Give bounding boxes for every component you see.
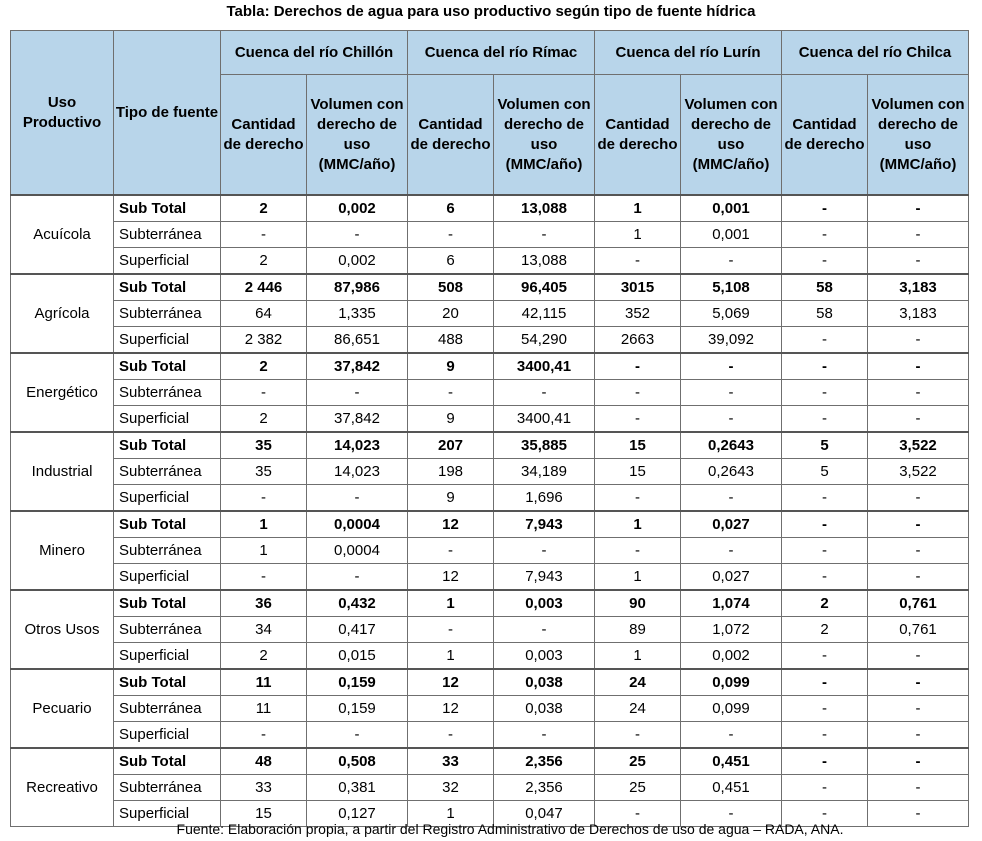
header-cuenca-chilca: Cuenca del río Chilca <box>782 31 969 75</box>
volumen-cell: - <box>868 248 969 275</box>
volumen-cell: 2,356 <box>494 775 595 801</box>
cantidad-cell: - <box>782 353 868 380</box>
volumen-cell: - <box>868 669 969 696</box>
cantidad-cell: - <box>408 538 494 564</box>
cantidad-cell: 1 <box>595 195 681 222</box>
volumen-cell: 0,027 <box>681 564 782 591</box>
cantidad-cell: - <box>782 722 868 749</box>
volumen-cell: - <box>868 485 969 512</box>
volumen-cell: 0,015 <box>307 643 408 670</box>
volumen-cell: - <box>868 643 969 670</box>
table-row <box>11 722 969 749</box>
header-volumen-lurin: Volumen con derecho de uso (MMC/año) <box>681 75 782 196</box>
cantidad-cell: - <box>782 222 868 248</box>
cantidad-cell: 6 <box>408 248 494 275</box>
cantidad-cell: 24 <box>595 696 681 722</box>
cantidad-cell: 6 <box>408 195 494 222</box>
volumen-cell: 0,003 <box>494 590 595 617</box>
uso-productivo-cell: Minero <box>11 511 114 590</box>
cantidad-cell: 58 <box>782 274 868 301</box>
cantidad-cell: 15 <box>595 432 681 459</box>
cantidad-cell: - <box>595 801 681 827</box>
table-row <box>11 432 969 459</box>
volumen-cell: 0,761 <box>868 617 969 643</box>
tipo-fuente-cell: Subterránea <box>114 222 221 248</box>
tipo-fuente-cell: Sub Total <box>114 590 221 617</box>
volumen-cell: 34,189 <box>494 459 595 485</box>
volumen-cell: - <box>868 538 969 564</box>
cantidad-cell: - <box>782 380 868 406</box>
header-cantidad-chilca: Cantidad de derecho <box>782 75 868 196</box>
cantidad-cell: - <box>221 485 307 512</box>
cantidad-cell: - <box>221 380 307 406</box>
tipo-fuente-cell: Subterránea <box>114 380 221 406</box>
table-row <box>11 353 969 380</box>
volumen-cell: 0,451 <box>681 748 782 775</box>
table-row <box>11 274 969 301</box>
cantidad-cell: 2 <box>221 353 307 380</box>
volumen-cell: 13,088 <box>494 248 595 275</box>
volumen-cell: 14,023 <box>307 459 408 485</box>
cantidad-cell: 48 <box>221 748 307 775</box>
table-row <box>11 617 969 643</box>
volumen-cell: - <box>681 406 782 433</box>
volumen-cell: 1,335 <box>307 301 408 327</box>
cantidad-cell: 2 <box>221 406 307 433</box>
cantidad-cell: 9 <box>408 485 494 512</box>
cantidad-cell: 12 <box>408 511 494 538</box>
cantidad-cell: 1 <box>595 511 681 538</box>
volumen-cell: 0,002 <box>307 248 408 275</box>
volumen-cell: - <box>681 353 782 380</box>
volumen-cell: - <box>868 801 969 827</box>
volumen-cell: 86,651 <box>307 327 408 354</box>
volumen-cell: - <box>681 380 782 406</box>
cantidad-cell: 5 <box>782 432 868 459</box>
volumen-cell: 1,072 <box>681 617 782 643</box>
tipo-fuente-cell: Subterránea <box>114 696 221 722</box>
cantidad-cell: 89 <box>595 617 681 643</box>
table-row <box>11 775 969 801</box>
header-cantidad-lurin: Cantidad de derecho <box>595 75 681 196</box>
volumen-cell: - <box>868 380 969 406</box>
volumen-cell: 0,381 <box>307 775 408 801</box>
volumen-cell: 0,099 <box>681 669 782 696</box>
table-row <box>11 748 969 775</box>
volumen-cell: - <box>307 485 408 512</box>
cantidad-cell: 2 <box>221 643 307 670</box>
table-title: Tabla: Derechos de agua para uso productivo según tipo de fuente hídrica <box>226 3 756 20</box>
cantidad-cell: 2663 <box>595 327 681 354</box>
volumen-cell: - <box>681 485 782 512</box>
header-volumen-rimac: Volumen con derecho de uso (MMC/año) <box>494 75 595 196</box>
volumen-cell: 54,290 <box>494 327 595 354</box>
cantidad-cell: - <box>221 564 307 591</box>
cantidad-cell: 58 <box>782 301 868 327</box>
volumen-cell: 7,943 <box>494 564 595 591</box>
volumen-cell: - <box>681 722 782 749</box>
volumen-cell: 37,842 <box>307 353 408 380</box>
volumen-cell: 13,088 <box>494 195 595 222</box>
header-cantidad-chillon: Cantidad de derecho <box>221 75 307 196</box>
cantidad-cell: - <box>221 222 307 248</box>
cantidad-cell: 352 <box>595 301 681 327</box>
volumen-cell: - <box>307 222 408 248</box>
cantidad-cell: - <box>782 248 868 275</box>
volumen-cell: 35,885 <box>494 432 595 459</box>
tipo-fuente-cell: Sub Total <box>114 274 221 301</box>
cantidad-cell: - <box>782 643 868 670</box>
cantidad-cell: 508 <box>408 274 494 301</box>
cantidad-cell: 25 <box>595 775 681 801</box>
header-tipo-fuente: Tipo de fuente <box>114 31 221 196</box>
volumen-cell: 96,405 <box>494 274 595 301</box>
table-row <box>11 485 969 512</box>
tipo-fuente-cell: Sub Total <box>114 748 221 775</box>
table-body <box>11 195 969 827</box>
volumen-cell: - <box>681 248 782 275</box>
cantidad-cell: 2 <box>782 590 868 617</box>
table-row <box>11 538 969 564</box>
cantidad-cell: 2 <box>782 617 868 643</box>
volumen-cell: 0,0004 <box>307 538 408 564</box>
tipo-fuente-cell: Subterránea <box>114 538 221 564</box>
uso-productivo-cell: Agrícola <box>11 274 114 353</box>
volumen-cell: 5,069 <box>681 301 782 327</box>
table-row <box>11 406 969 433</box>
cantidad-cell: - <box>782 406 868 433</box>
tipo-fuente-cell: Sub Total <box>114 195 221 222</box>
volumen-cell: 3,522 <box>868 432 969 459</box>
cantidad-cell: - <box>782 669 868 696</box>
cantidad-cell: 2 <box>221 195 307 222</box>
cantidad-cell: - <box>408 722 494 749</box>
cantidad-cell: 25 <box>595 748 681 775</box>
volumen-cell: - <box>868 696 969 722</box>
cantidad-cell: 9 <box>408 406 494 433</box>
volumen-cell: 2,356 <box>494 748 595 775</box>
cantidad-cell: 488 <box>408 327 494 354</box>
volumen-cell: 0,127 <box>307 801 408 827</box>
volumen-cell: - <box>868 511 969 538</box>
uso-productivo-cell: Industrial <box>11 432 114 511</box>
volumen-cell: 3400,41 <box>494 353 595 380</box>
cantidad-cell: - <box>408 380 494 406</box>
volumen-cell: 0,159 <box>307 696 408 722</box>
cantidad-cell: - <box>782 538 868 564</box>
cantidad-cell: 9 <box>408 353 494 380</box>
volumen-cell: - <box>868 222 969 248</box>
cantidad-cell: 64 <box>221 301 307 327</box>
cantidad-cell: - <box>221 722 307 749</box>
volumen-cell: 1,074 <box>681 590 782 617</box>
cantidad-cell: 198 <box>408 459 494 485</box>
cantidad-cell: 12 <box>408 564 494 591</box>
tipo-fuente-cell: Superficial <box>114 564 221 591</box>
volumen-cell: - <box>307 722 408 749</box>
volumen-cell: 0,099 <box>681 696 782 722</box>
cantidad-cell: 1 <box>595 564 681 591</box>
cantidad-cell: - <box>408 222 494 248</box>
volumen-cell: 0,761 <box>868 590 969 617</box>
volumen-cell: 3,183 <box>868 274 969 301</box>
source-note: Fuente: Elaboración propia, a partir del Registro Administrativo de Derechos de uso de agua – RADA, ANA. <box>176 821 844 837</box>
tipo-fuente-cell: Sub Total <box>114 353 221 380</box>
header-uso-productivo: Uso Productivo <box>11 31 114 196</box>
cantidad-cell: 1 <box>408 801 494 827</box>
volumen-cell: 0,417 <box>307 617 408 643</box>
volumen-cell: - <box>494 617 595 643</box>
volumen-cell: 0,002 <box>681 643 782 670</box>
volumen-cell: 3400,41 <box>494 406 595 433</box>
cantidad-cell: 1 <box>221 511 307 538</box>
table-row <box>11 248 969 275</box>
volumen-cell: 0,047 <box>494 801 595 827</box>
cantidad-cell: 15 <box>221 801 307 827</box>
volumen-cell: - <box>494 222 595 248</box>
cantidad-cell: 36 <box>221 590 307 617</box>
tipo-fuente-cell: Superficial <box>114 406 221 433</box>
cantidad-cell: - <box>782 748 868 775</box>
cantidad-cell: - <box>782 511 868 538</box>
tipo-fuente-cell: Superficial <box>114 485 221 512</box>
volumen-cell: - <box>681 801 782 827</box>
uso-productivo-cell: Otros Usos <box>11 590 114 669</box>
cantidad-cell: 2 <box>221 248 307 275</box>
tipo-fuente-cell: Subterránea <box>114 459 221 485</box>
table-row <box>11 327 969 354</box>
table-row <box>11 195 969 222</box>
cantidad-cell: - <box>595 722 681 749</box>
volumen-cell: - <box>307 564 408 591</box>
cantidad-cell: 15 <box>595 459 681 485</box>
cantidad-cell: 1 <box>408 643 494 670</box>
header-cuenca-chillon: Cuenca del río Chillón <box>221 31 408 75</box>
table-row <box>11 564 969 591</box>
tipo-fuente-cell: Superficial <box>114 643 221 670</box>
cantidad-cell: 34 <box>221 617 307 643</box>
volumen-cell: 5,108 <box>681 274 782 301</box>
tipo-fuente-cell: Superficial <box>114 722 221 749</box>
cantidad-cell: - <box>595 538 681 564</box>
header-volumen-chilca: Volumen con derecho de uso (MMC/año) <box>868 75 969 196</box>
volumen-cell: - <box>307 380 408 406</box>
volumen-cell: - <box>494 380 595 406</box>
uso-productivo-cell: Acuícola <box>11 195 114 274</box>
cantidad-cell: 90 <box>595 590 681 617</box>
cantidad-cell: 12 <box>408 669 494 696</box>
volumen-cell: - <box>868 775 969 801</box>
tipo-fuente-cell: Superficial <box>114 327 221 354</box>
cantidad-cell: 33 <box>221 775 307 801</box>
tipo-fuente-cell: Superficial <box>114 248 221 275</box>
cantidad-cell: - <box>782 564 868 591</box>
water-rights-table <box>10 30 969 827</box>
volumen-cell: 0,038 <box>494 669 595 696</box>
cantidad-cell: 1 <box>408 590 494 617</box>
cantidad-cell: 3015 <box>595 274 681 301</box>
tipo-fuente-cell: Subterránea <box>114 301 221 327</box>
cantidad-cell: - <box>782 696 868 722</box>
volumen-cell: - <box>868 195 969 222</box>
tipo-fuente-cell: Sub Total <box>114 432 221 459</box>
cantidad-cell: 24 <box>595 669 681 696</box>
cantidad-cell: 11 <box>221 696 307 722</box>
cantidad-cell: 33 <box>408 748 494 775</box>
volumen-cell: - <box>494 538 595 564</box>
volumen-cell: - <box>868 748 969 775</box>
header-volumen-chillon: Volumen con derecho de uso (MMC/año) <box>307 75 408 196</box>
volumen-cell: 0,159 <box>307 669 408 696</box>
uso-productivo-cell: Pecuario <box>11 669 114 748</box>
header-cuenca-lurin: Cuenca del río Lurín <box>595 31 782 75</box>
tipo-fuente-cell: Subterránea <box>114 775 221 801</box>
cantidad-cell: 20 <box>408 301 494 327</box>
table-row <box>11 669 969 696</box>
cantidad-cell: 2 382 <box>221 327 307 354</box>
cantidad-cell: 207 <box>408 432 494 459</box>
cantidad-cell: 11 <box>221 669 307 696</box>
volumen-cell: 0,451 <box>681 775 782 801</box>
cantidad-cell: - <box>782 801 868 827</box>
cantidad-cell: - <box>782 195 868 222</box>
cantidad-cell: - <box>782 775 868 801</box>
volumen-cell: - <box>868 353 969 380</box>
cantidad-cell: - <box>595 380 681 406</box>
cantidad-cell: 12 <box>408 696 494 722</box>
volumen-cell: 0,002 <box>307 195 408 222</box>
table-row <box>11 380 969 406</box>
tipo-fuente-cell: Sub Total <box>114 669 221 696</box>
volumen-cell: 0,038 <box>494 696 595 722</box>
table-row <box>11 590 969 617</box>
volumen-cell: 0,001 <box>681 222 782 248</box>
volumen-cell: 37,842 <box>307 406 408 433</box>
cantidad-cell: - <box>595 248 681 275</box>
volumen-cell: 87,986 <box>307 274 408 301</box>
table-row <box>11 643 969 670</box>
cantidad-cell: - <box>595 406 681 433</box>
volumen-cell: 3,183 <box>868 301 969 327</box>
cantidad-cell: 32 <box>408 775 494 801</box>
table-row <box>11 222 969 248</box>
cantidad-cell: 1 <box>595 222 681 248</box>
cantidad-cell: - <box>408 617 494 643</box>
cantidad-cell: - <box>782 327 868 354</box>
volumen-cell: 42,115 <box>494 301 595 327</box>
uso-productivo-cell: Recreativo <box>11 748 114 827</box>
volumen-cell: - <box>868 564 969 591</box>
tipo-fuente-cell: Superficial <box>114 801 221 827</box>
cantidad-cell: 1 <box>221 538 307 564</box>
volumen-cell: 0,432 <box>307 590 408 617</box>
volumen-cell: 14,023 <box>307 432 408 459</box>
volumen-cell: 0,027 <box>681 511 782 538</box>
cantidad-cell: - <box>782 485 868 512</box>
volumen-cell: - <box>868 406 969 433</box>
volumen-cell: 39,092 <box>681 327 782 354</box>
cantidad-cell: - <box>595 485 681 512</box>
table-row <box>11 459 969 485</box>
cantidad-cell: 35 <box>221 459 307 485</box>
uso-productivo-cell: Energético <box>11 353 114 432</box>
volumen-cell: 0,001 <box>681 195 782 222</box>
table-row <box>11 301 969 327</box>
cantidad-cell: 35 <box>221 432 307 459</box>
header-cuenca-rimac: Cuenca del río Rímac <box>408 31 595 75</box>
cantidad-cell: 2 446 <box>221 274 307 301</box>
tipo-fuente-cell: Subterránea <box>114 617 221 643</box>
cantidad-cell: 1 <box>595 643 681 670</box>
volumen-cell: 0,003 <box>494 643 595 670</box>
cantidad-cell: - <box>595 353 681 380</box>
table-row <box>11 696 969 722</box>
volumen-cell: - <box>868 327 969 354</box>
volumen-cell: 0,508 <box>307 748 408 775</box>
cantidad-cell: 5 <box>782 459 868 485</box>
header-cantidad-rimac: Cantidad de derecho <box>408 75 494 196</box>
volumen-cell: 3,522 <box>868 459 969 485</box>
volumen-cell: 7,943 <box>494 511 595 538</box>
volumen-cell: 0,2643 <box>681 432 782 459</box>
volumen-cell: 1,696 <box>494 485 595 512</box>
table-row <box>11 511 969 538</box>
volumen-cell: - <box>681 538 782 564</box>
volumen-cell: - <box>868 722 969 749</box>
tipo-fuente-cell: Sub Total <box>114 511 221 538</box>
volumen-cell: 0,2643 <box>681 459 782 485</box>
volumen-cell: 0,0004 <box>307 511 408 538</box>
volumen-cell: - <box>494 722 595 749</box>
